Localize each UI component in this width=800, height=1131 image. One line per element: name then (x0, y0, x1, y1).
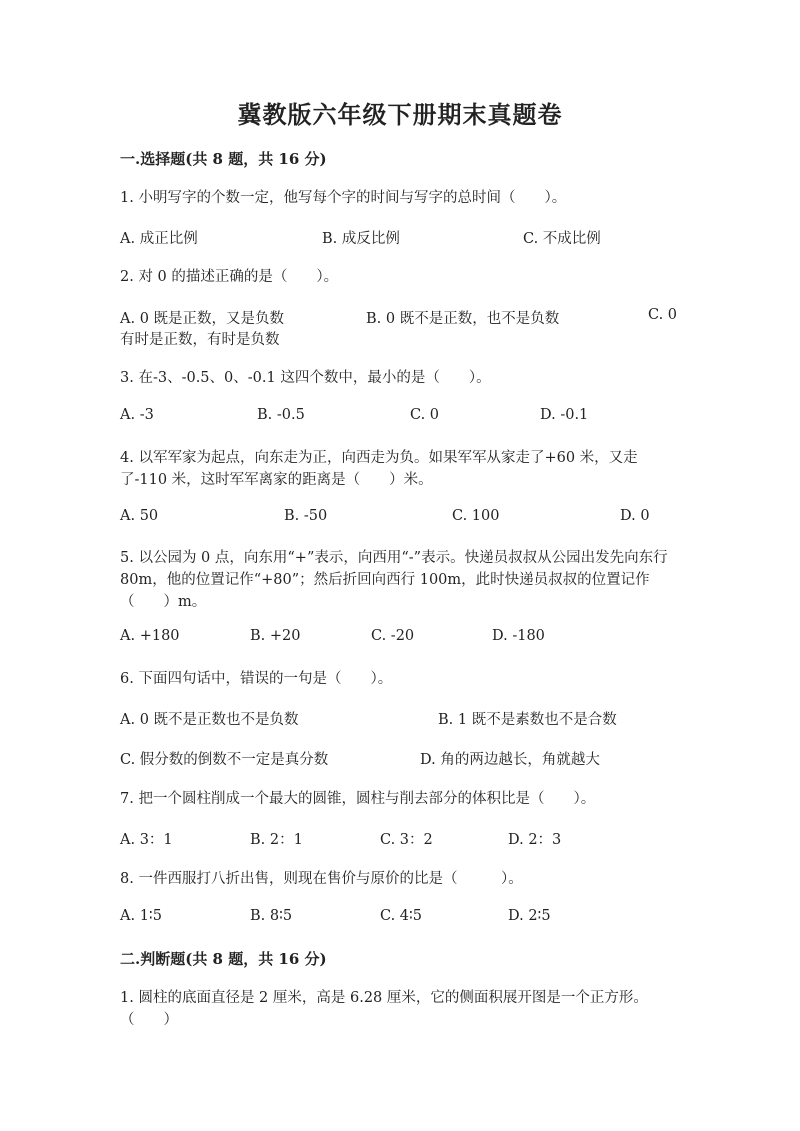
q2-option-c: C. 0 (648, 307, 678, 323)
q4-option-a: A. 50 (120, 508, 159, 524)
question-7: 7. 把一个圆柱削成一个最大的圆锥，圆柱与削去部分的体积比是（ ）。 (120, 791, 596, 807)
q6-option-a: A. 0 既不是正数也不是负数 (120, 712, 299, 728)
question-5: 5. 以公园为 0 点，向东用“+”表示，向西用“-”表示。快递员叔叔从公园出发先向东行 80m，他的位置记作“+80”；然后折回向西行 100m，此时快递员叔叔的位置记作（ ）m。 (120, 550, 668, 610)
q7-option-b: B. 2：1 (250, 832, 303, 848)
question-3: 3. 在-3、-0.5、0、-0.1 这四个数中，最小的是（ ）。 (120, 370, 491, 386)
q6-option-c: C. 假分数的倒数不一定是真分数 (120, 752, 329, 768)
q8-option-d: D. 2∶5 (508, 908, 551, 924)
question-1: 1. 小明写字的个数一定，他写每个字的时间与写字的总时间（ ）。 (120, 190, 567, 206)
q1-option-b: B. 成反比例 (322, 231, 400, 247)
q1-option-c: C. 不成比例 (523, 231, 601, 247)
q3-option-a: A. -3 (120, 407, 154, 423)
question-4: 4. 以军军家为起点，向东走为正，向西走为负。如果军军从家走了+60 米，又走了-110 米，这时军军离家的距离是（ ）米。 (120, 450, 638, 488)
q7-option-d: D. 2：3 (508, 832, 562, 848)
q2-option-b: B. 0 既不是正数，也不是负数 (366, 311, 560, 327)
q4-option-d: D. 0 (620, 508, 650, 524)
page-title: 冀教版六年级下册期末真题卷 (237, 100, 563, 129)
q6-option-b: B. 1 既不是素数也不是合数 (438, 712, 617, 728)
q7-option-a: A. 3：1 (120, 832, 173, 848)
q1-option-a: A. 成正比例 (120, 231, 198, 247)
q5-option-a: A. +180 (120, 628, 180, 644)
q3-option-c: C. 0 (410, 407, 440, 423)
q7-option-c: C. 3：2 (380, 832, 433, 848)
section-header-judgement: 二.判断题(共 8 题，共 16 分) (120, 950, 327, 968)
q2-option-c-cont: 有时是正数，有时是负数 (120, 332, 280, 348)
q5-option-b: B. +20 (250, 628, 301, 644)
question-2: 2. 对 0 的描述正确的是（ ）。 (120, 269, 339, 285)
q8-option-c: C. 4∶5 (380, 908, 423, 924)
judgement-question-1: 1. 圆柱的底面直径是 2 厘米，高是 6.28 厘米，它的侧面积展开图是一个正方形。（ ） (120, 990, 648, 1028)
section-header-choice: 一.选择题(共 8 题，共 16 分) (120, 150, 327, 168)
q8-option-b: B. 8∶5 (250, 908, 293, 924)
q3-option-b: B. -0.5 (257, 407, 305, 423)
q2-option-a: A. 0 既是正数，又是负数 (120, 311, 285, 327)
q5-option-d: D. -180 (492, 628, 545, 644)
question-6: 6. 下面四句话中，错误的一句是（ ）。 (120, 671, 393, 687)
q8-option-a: A. 1∶5 (120, 908, 162, 924)
q6-option-d: D. 角的两边越长，角就越大 (420, 752, 600, 768)
q3-option-d: D. -0.1 (540, 407, 589, 423)
q4-option-b: B. -50 (284, 508, 328, 524)
q5-option-c: C. -20 (371, 628, 415, 644)
question-8: 8. 一件西服打八折出售，则现在售价与原价的比是（ ）。 (120, 871, 523, 887)
q4-option-c: C. 100 (452, 508, 500, 524)
